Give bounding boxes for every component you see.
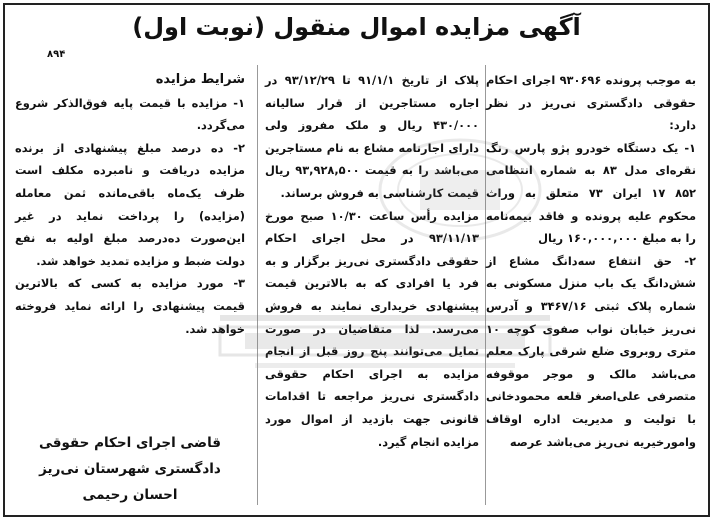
intro-paragraph: به موجب پرونده ۹۳۰۶۹۶ اجرای احکام حقوقی دادگستری نی‌ریز در نظر دارد: (486, 73, 696, 133)
item-car-paragraph: ۱- یک دستگاه خودرو پژو پارس رنگ نقره‌ای مدل ۸۳ به شماره انتظامی ۸۵۲ ۱۷ ایران ۷۳ متعلق به وراث محکوم علیه پرونده و فاقد بیمه‌نامه را به مبلغ ۱۶۰,۰۰۰,۰۰۰ ریال (486, 140, 697, 246)
signature-name: احسان رحیمی (82, 487, 178, 503)
signature-title-line1: قاضی اجرای احکام حقوقی (38, 435, 222, 451)
column-divider (257, 65, 258, 505)
lease-paragraph: پلاک از تاریخ ۹۱/۱/۱ تا ۹۳/۱۲/۲۹ در اجاره مستاجرین از قرار سالیانه ۴۳۰/۰۰۰ ریال و ملک مفروز ولی دارای اجارنامه مشاع به نام مستاجرین می‌باشد را به قیمت ۹۳,۹۲۸,۵۰۰ ریال قیمت کارشناسی به فروش برساند. (265, 73, 480, 200)
signature-block (15, 430, 245, 508)
signature-title-line2: دادگستری شهرستان نی‌ریز (39, 461, 221, 477)
conditions-column (15, 69, 245, 340)
condition-item: ۳- مورد مزایده به کسی که بالاترین قیمت پیشنهادی را ارائه نماید فروخته خواهد شد. (15, 276, 245, 336)
reference-number: ۸۹۴ (47, 49, 66, 60)
notice-column-right (486, 69, 696, 453)
notice-column-middle (265, 69, 479, 453)
auction-time-paragraph: مزایده رأس ساعت ۱۰/۳۰ صبح مورخ ۹۳/۱۱/۱۳ در محل اجرای احکام حقوقی دادگستری نی‌ریز برگزار و به فرد یا افرادی که به بالاترین قیمت پیشنهادی خریداری نمایند به فروش می‌رسد. لذا متقاضیان در صورت تمایل می‌توانند پنج روز قبل از انجام مزایده به اجرای احکام حقوقی دادگستری نی‌ریز مراجعه تا اقدامات قانونی جهت بازدید از اموال مورد مزایده انجام گیرد. (265, 208, 479, 449)
notice-frame (3, 3, 710, 517)
notice-title: آگهی مزایده اموال منقول (نوبت اول) (132, 13, 581, 41)
item-property-paragraph: ۲- حق انتفاع سه‌دانگ مشاع از شش‌دانگ یک باب منزل مسکونی به شماره پلاک ثبتی ۳۴۶۷/۱۶ و آدرس نی‌ریز خیابان نواب صفوی کوچه ۱۰ متری روبروی ضلع شرقی پارک معلم می‌باشد مالک و موجر موقوفه متصرفی علی‌اصغر قلعه محمودخانی با تولیت و مدیریت اداره اوقاف وامورخیریه نی‌ریز می‌باشد عرصه (486, 253, 697, 449)
conditions-title: شرایط مزایده (155, 72, 245, 87)
condition-item: ۱- مزایده با قیمت پایه فوق‌الذکر شروع می‌گردد. (15, 95, 245, 133)
condition-item: ۲- ده درصد مبلغ پیشنهادی از برنده مزایده دریافت و نامبرده مکلف است ظرف یک‌ماه باقی‌مانده ثمن معامله (مزایده) را پرداخت نماید در غیر این‌صورت ده‌درصد مبلغ اولیه به نفع دولت ضبط و مزایده تمدید خواهد شد. (15, 140, 245, 268)
